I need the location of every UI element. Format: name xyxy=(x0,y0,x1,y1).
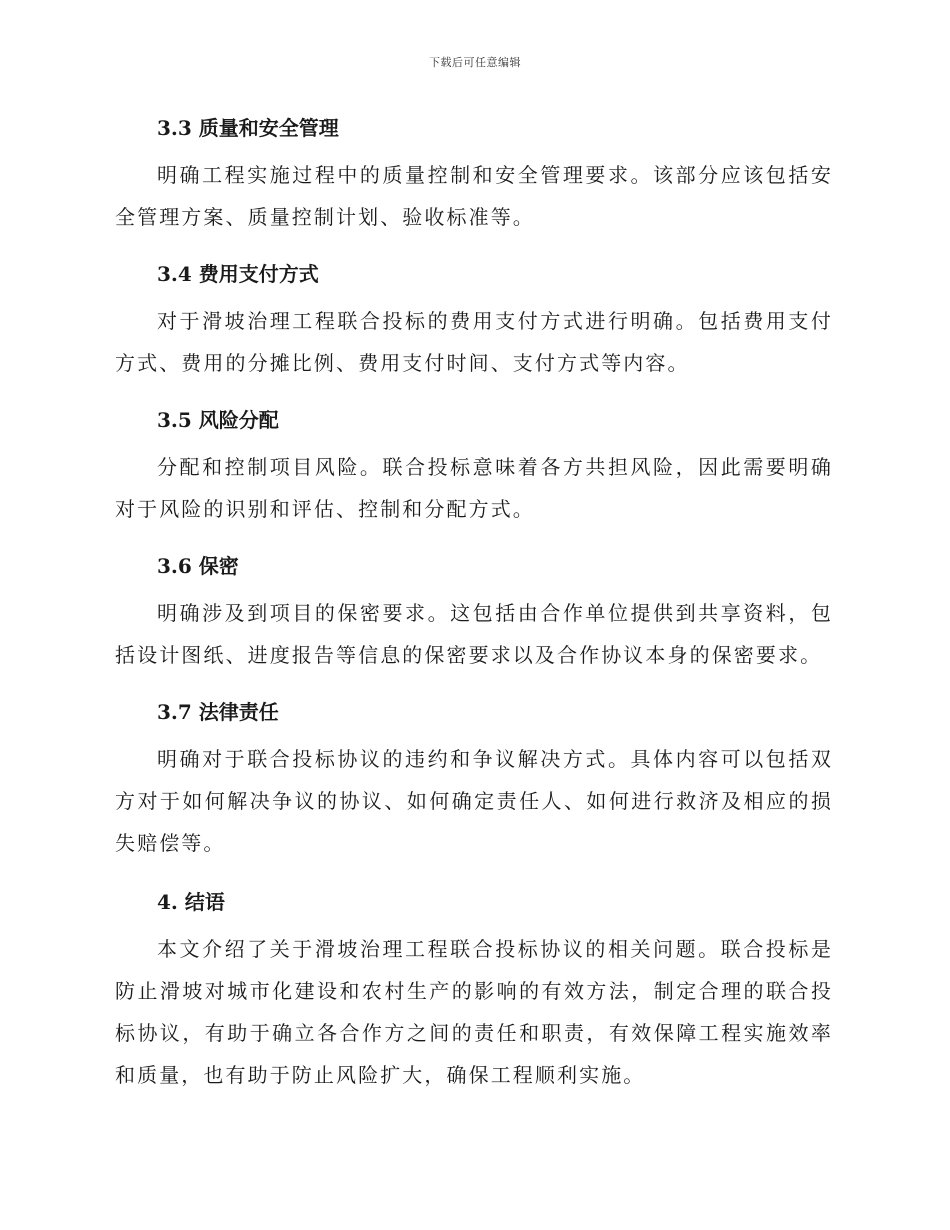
section-paragraph: 明确对于联合投标协议的违约和争议解决方式。具体内容可以包括双方对于如何解决争议的协议、如何确定责任人、如何进行救济及相应的损失赔偿等。 xyxy=(115,747,833,855)
section-paragraph: 对于滑坡治理工程联合投标的费用支付方式进行明确。包括费用支付方式、费用的分摊比例、费用支付时间、支付方式等内容。 xyxy=(115,309,833,375)
section-confidentiality xyxy=(115,546,833,692)
section-legal-liability xyxy=(115,692,833,882)
section-paragraph: 明确涉及到项目的保密要求。这包括由合作单位提供到共享资料，包括设计图纸、进度报告等信息的保密要求以及合作协议本身的保密要求。 xyxy=(115,601,833,667)
section-quality-safety xyxy=(115,108,833,254)
section-heading: 4. 结语 xyxy=(157,890,225,914)
section-payment xyxy=(115,254,833,400)
section-heading: 3.3 质量和安全管理 xyxy=(157,116,339,140)
section-heading: 3.4 费用支付方式 xyxy=(157,262,319,286)
section-heading: 3.5 风险分配 xyxy=(157,408,279,432)
section-paragraph: 分配和控制项目风险。联合投标意味着各方共担风险，因此需要明确对于风险的识别和评估、控制和分配方式。 xyxy=(115,455,833,521)
section-heading: 3.6 保密 xyxy=(157,554,239,578)
section-risk-allocation xyxy=(115,400,833,546)
section-paragraph: 明确工程实施过程中的质量控制和安全管理要求。该部分应该包括安全管理方案、质量控制计划、验收标准等。 xyxy=(115,163,833,229)
document-body xyxy=(115,108,833,1096)
section-conclusion xyxy=(115,882,833,1096)
section-paragraph: 本文介绍了关于滑坡治理工程联合投标协议的相关问题。联合投标是防止滑坡对城市化建设和农村生产的影响的有效方法，制定合理的联合投标协议，有助于确立各合作方之间的责任和职责，有效保障工程实施效率和质量，也有助于防止风险扩大，确保工程顺利实施。 xyxy=(115,937,833,1087)
page-header-note: 下载后可任意编辑 xyxy=(429,56,521,69)
section-heading: 3.7 法律责任 xyxy=(157,700,279,724)
